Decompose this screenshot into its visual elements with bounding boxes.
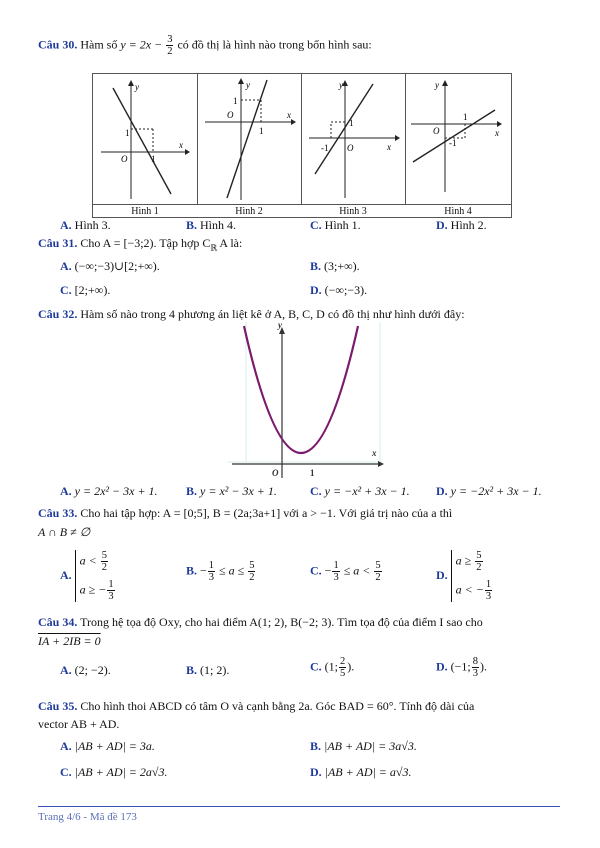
question-32-options xyxy=(38,483,560,501)
footer-divider xyxy=(38,806,560,807)
svg-text:x: x xyxy=(495,128,499,138)
option-d[interactable]: D. a ≥ $\frac{5}{2}$ a < − $\frac{1}{3}$ xyxy=(436,550,492,602)
question-35-text: Cho hình thoi ABCD có tâm O và cạnh bằng 2a. Góc BAD = 60°. Tính độ dài của xyxy=(80,699,475,713)
question-34 xyxy=(38,614,560,630)
svg-text:x: x xyxy=(287,110,291,120)
option-c[interactable]: C. y = −x² + 3x − 1. xyxy=(310,484,410,498)
question-30-text-end: có đồ thị là hình nào trong bốn hình sau: xyxy=(177,37,372,52)
page-footer: Trang 4/6 - Mã đề 173 xyxy=(38,811,137,823)
caption-hinh-1: Hình 1 xyxy=(93,204,197,218)
option-a[interactable]: A. a < $\frac{5}{2}$ a ≥ − $\frac{1}{3}$ xyxy=(60,550,114,602)
question-33 xyxy=(38,505,560,521)
option-d[interactable]: D. Hình 2. xyxy=(436,218,487,232)
graph-hinh-3 xyxy=(301,74,406,204)
question-30-function: y = 2x − xyxy=(120,37,163,52)
option-d[interactable]: D. (−∞;−3). xyxy=(310,283,368,297)
question-34-options xyxy=(38,656,560,686)
svg-text:y: y xyxy=(339,80,343,90)
question-35-text2: vector AB + AD. xyxy=(38,717,120,731)
question-31-label: Câu 31. xyxy=(38,236,78,250)
option-d[interactable]: D. (−1; $\frac{8}{3}$ ). xyxy=(436,656,488,679)
option-b[interactable]: B. (3;+∞). xyxy=(310,259,360,273)
caption-hinh-2: Hình 2 xyxy=(197,204,301,218)
question-30 xyxy=(38,34,560,57)
option-b[interactable]: B. − $\frac{1}{3}$ ≤ a ≤ $\frac{5}{2}$ xyxy=(186,560,255,583)
option-d[interactable]: D. y = −2x² + 3x − 1. xyxy=(436,484,542,498)
svg-text:1: 1 xyxy=(349,118,354,128)
svg-text:-1: -1 xyxy=(449,138,457,148)
svg-text:x: x xyxy=(179,140,183,150)
svg-text:1: 1 xyxy=(151,154,156,164)
question-31-text-end: A là: xyxy=(219,236,243,250)
svg-text:1: 1 xyxy=(233,96,238,106)
option-b[interactable]: B. Hình 4. xyxy=(186,218,237,232)
option-b[interactable]: B. (1; 2). xyxy=(186,663,230,677)
question-35-label: Câu 35. xyxy=(38,699,78,713)
option-c[interactable]: C. Hình 1. xyxy=(310,218,361,232)
question-32-text: Hàm số nào trong 4 phương án liệt kê ở A, B, C, D có đồ thị như hình dưới đây: xyxy=(80,307,465,321)
option-b[interactable]: B. y = x² − 3x + 1. xyxy=(186,484,277,498)
graph-hinh-2 xyxy=(197,74,302,204)
option-a[interactable]: A. y = 2x² − 3x + 1. xyxy=(60,484,158,498)
question-33-label: Câu 33. xyxy=(38,506,78,520)
question-33-options xyxy=(38,542,560,604)
parabola-graph xyxy=(228,322,384,482)
question-32 xyxy=(38,306,560,322)
question-35-options xyxy=(38,738,560,788)
svg-text:1: 1 xyxy=(463,112,468,122)
svg-text:1: 1 xyxy=(310,468,315,478)
question-30-text: Hàm số xyxy=(80,37,118,52)
svg-text:O: O xyxy=(227,110,234,120)
option-c[interactable]: C. − $\frac{1}{3}$ ≤ a < $\frac{5}{2}$ xyxy=(310,560,381,583)
figure-grid xyxy=(92,73,512,218)
question-35-line2 xyxy=(38,716,560,732)
option-c[interactable]: C. [2;+∞). xyxy=(60,283,111,297)
question-31-text: Cho A = [−3;2). Tập hợp C xyxy=(80,236,211,250)
svg-text:-1: -1 xyxy=(321,143,329,153)
condition-text: A ∩ B ≠ ∅ xyxy=(38,525,91,539)
question-35 xyxy=(38,698,560,714)
option-d[interactable]: D. |AB + AD| = a√3. xyxy=(310,765,412,779)
svg-text:y: y xyxy=(246,80,250,90)
question-31-options xyxy=(38,258,560,308)
vector-equation: IA + 2IB = 0 xyxy=(38,634,101,648)
caption-hinh-4: Hình 4 xyxy=(405,204,511,218)
svg-text:y: y xyxy=(135,82,139,92)
svg-text:1: 1 xyxy=(259,126,264,136)
svg-text:O: O xyxy=(433,126,440,136)
option-b[interactable]: B. |AB + AD| = 3a√3. xyxy=(310,739,417,753)
question-34-equation xyxy=(38,633,560,649)
question-31 xyxy=(38,235,560,256)
question-30-label: Câu 30. xyxy=(38,37,78,52)
subscript-r: ℝ xyxy=(210,243,217,253)
option-a[interactable]: A. |AB + AD| = 3a. xyxy=(60,739,155,753)
question-32-label: Câu 32. xyxy=(38,307,78,321)
svg-text:O: O xyxy=(347,143,354,153)
question-33-text: Cho hai tập hợp: A = [0;5], B = (2a;3a+1] với a > −1. Với giá trị nào của a thì xyxy=(80,506,453,520)
caption-hinh-3: Hình 3 xyxy=(301,204,405,218)
option-a[interactable]: A. (2; −2). xyxy=(60,663,111,677)
svg-text:y: y xyxy=(278,322,282,330)
fraction: $\frac{3}{2}$ xyxy=(167,34,173,57)
option-a[interactable]: A. (−∞;−3)∪[2;+∞). xyxy=(60,259,160,273)
svg-text:x: x xyxy=(387,142,391,152)
svg-text:O: O xyxy=(121,154,128,164)
graph-hinh-4 xyxy=(405,74,511,204)
graph-hinh-1 xyxy=(93,74,198,204)
option-c[interactable]: C. |AB + AD| = 2a√3. xyxy=(60,765,168,779)
svg-text:1: 1 xyxy=(125,128,130,138)
svg-text:x: x xyxy=(372,448,377,458)
svg-text:O: O xyxy=(272,468,279,478)
option-c[interactable]: C. (1; $\frac{2}{5}$ ). xyxy=(310,656,355,679)
question-34-label: Câu 34. xyxy=(38,615,78,629)
svg-text:y: y xyxy=(435,80,439,90)
option-a[interactable]: A. Hình 3. xyxy=(60,218,111,232)
question-34-text: Trong hệ tọa độ Oxy, cho hai điểm A(1; 2), B(−2; 3). Tìm tọa độ của điểm I sao cho xyxy=(80,615,483,629)
question-33-condition xyxy=(38,524,560,540)
question-30-options xyxy=(38,217,560,235)
